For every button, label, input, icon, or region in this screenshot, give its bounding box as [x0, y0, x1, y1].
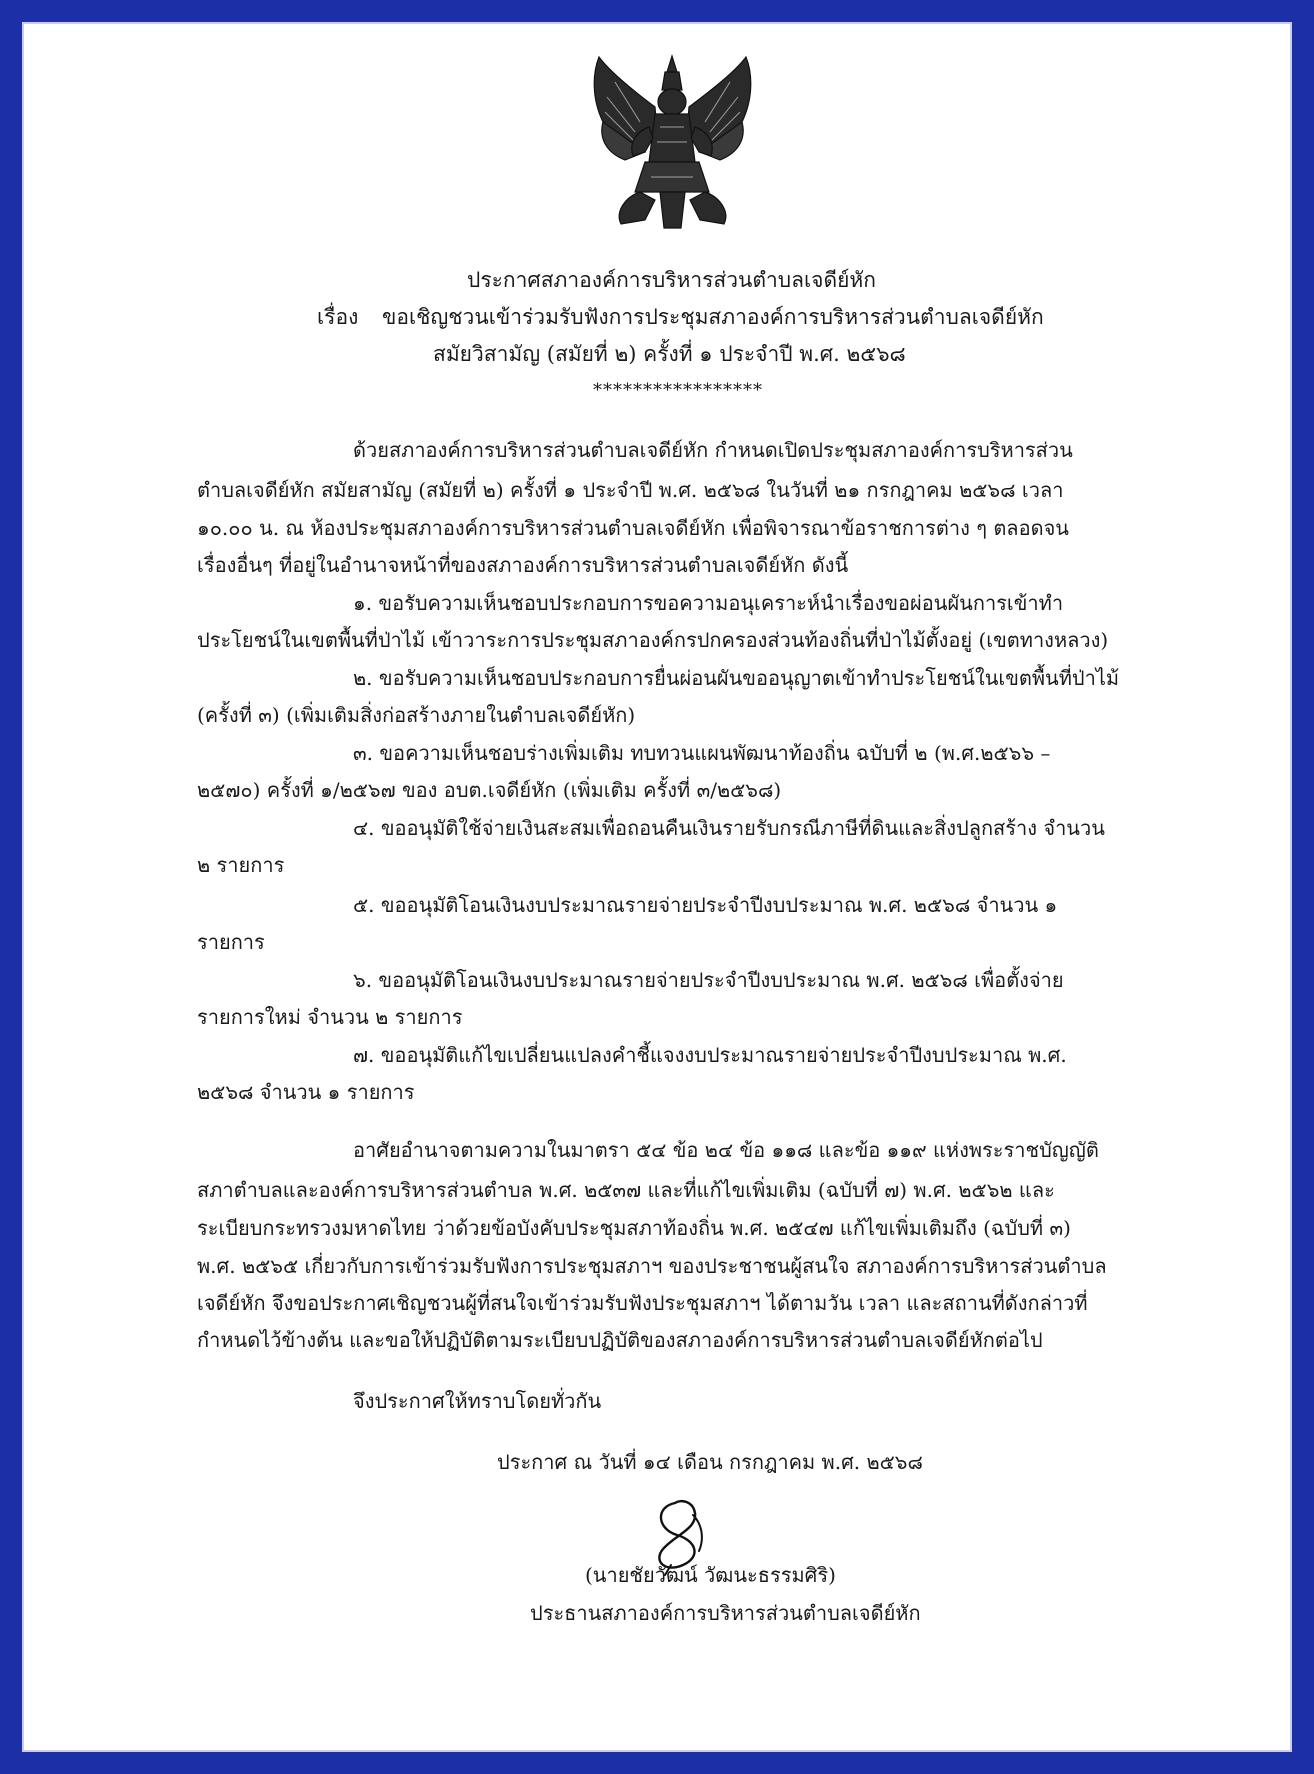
garuda-emblem-icon: [585, 52, 760, 230]
authority-line: ระเบียบกระทรวงมหาดไทย ว่าด้วยข้อบังคับประชุมสภาท้องถิ่น พ.ศ. ๒๕๔๗ แก้ไขเพิ่มเติมถึง (ฉบับที่ ๓): [197, 1216, 1071, 1240]
signer-title: ประธานสภาองค์การบริหารส่วนตำบลเจดีย์หัก: [530, 1601, 921, 1625]
agenda-item-7: ๗. ขออนุมัติแก้ไขเปลี่ยนแปลงคำชี้แจงงบประมาณรายจ่ายประจำปีงบประมาณ พ.ศ.: [353, 1043, 1067, 1067]
closing-text: จึงประกาศให้ทราบโดยทั่วกัน: [353, 1389, 602, 1413]
intro-line: เรื่องอื่นๆ ที่อยู่ในอำนาจหน้าที่ของสภาองค์การบริหารส่วนตำบลเจดีย์หัก ดังนี้: [197, 553, 849, 577]
intro-line: ๑๐.๐๐ น. ณ ห้องประชุมสภาองค์การบริหารส่วนตำบลเจดีย์หัก เพื่อพิจารณาข้อราชการต่าง ๆ ตลอดจน: [197, 516, 1069, 540]
agenda-item-7-cont: ๒๕๖๘ จำนวน ๑ รายการ: [197, 1080, 415, 1104]
intro-line: ตำบลเจดีย์หัก สมัยสามัญ (สมัยที่ ๒) ครั้งที่ ๑ ประจำปี พ.ศ. ๒๕๖๘ ในวันที่ ๒๑ กรกฎาคม ๒๕๖๘ เวลา: [197, 478, 1064, 502]
divider-stars: *****************: [593, 380, 763, 401]
agenda-item-5: ๕. ขออนุมัติโอนเงินงบประมาณรายจ่ายประจำปีงบประมาณ พ.ศ. ๒๕๖๘ จำนวน ๑: [353, 893, 1058, 917]
subject-label: เรื่อง: [317, 305, 359, 329]
authority-line: พ.ศ. ๒๕๖๕ เกี่ยวกับการเข้าร่วมรับฟังการประชุมสภาฯ ของประชาชนผู้สนใจ สภาองค์การบริหารส่วนตำบล: [197, 1254, 1107, 1278]
agenda-item-2: ๒. ขอรับความเห็นชอบประกอบการยื่นผ่อนผันขออนุญาตเข้าทำประโยชน์ในเขตพื้นที่ป่าไม้: [353, 666, 1120, 690]
document-title: ประกาศสภาองค์การบริหารส่วนตำบลเจดีย์หัก: [467, 268, 876, 292]
agenda-item-4-cont: ๒ รายการ: [197, 853, 285, 877]
session-text: สมัยวิสามัญ (สมัยที่ ๒) ครั้งที่ ๑ ประจำปี พ.ศ. ๒๕๖๘: [433, 342, 906, 366]
authority-line: กำหนดไว้ข้างต้น และขอให้ปฏิบัติตามระเบียบปฏิบัติของสภาองค์การบริหารส่วนตำบลเจดีย์หักต่อไป: [197, 1328, 1043, 1352]
agenda-item-3: ๓. ขอความเห็นชอบร่างเพิ่มเติม ทบทวนแผนพัฒนาท้องถิ่น ฉบับที่ ๒ (พ.ศ.๒๕๖๖ –: [353, 741, 1051, 765]
signer-name: (นายชัยวัฒน์ วัฒนะธรรมศิริ): [585, 1563, 836, 1587]
agenda-item-6-cont: รายการใหม่ จำนวน ๒ รายการ: [197, 1005, 463, 1029]
agenda-item-2-cont: (ครั้งที่ ๓) (เพิ่มเติมสิ่งก่อสร้างภายในตำบลเจดีย์หัก): [197, 703, 636, 727]
agenda-item-1: ๑. ขอรับความเห็นชอบประกอบการขอความอนุเคราะห์นำเรื่องขอผ่อนผันการเข้าทำ: [353, 591, 1064, 615]
agenda-item-6: ๖. ขออนุมัติโอนเงินงบประมาณรายจ่ายประจำปีงบประมาณ พ.ศ. ๒๕๖๘ เพื่อตั้งจ่าย: [353, 968, 1064, 992]
authority-line: เจดีย์หัก จึงขอประกาศเชิญชวนผู้ที่สนใจเข้าร่วมรับฟังประชุมสภาฯ ได้ตามวัน เวลา และสถานที่ดังกล่าวที่: [197, 1291, 1088, 1315]
authority-line: สภาตำบลและองค์การบริหารส่วนตำบล พ.ศ. ๒๕๓๗ และที่แก้ไขเพิ่มเติม (ฉบับที่ ๗) พ.ศ. ๒๕๖๒ และ: [197, 1178, 1055, 1202]
agenda-item-3-cont: ๒๕๗๐) ครั้งที่ ๑/๒๕๖๗ ของ อบต.เจดีย์หัก (เพิ่มเติม ครั้งที่ ๓/๒๕๖๘): [197, 778, 782, 802]
subject-text: ขอเชิญชวนเข้าร่วมรับฟังการประชุมสภาองค์การบริหารส่วนตำบลเจดีย์หัก: [382, 305, 1044, 329]
authority-line: อาศัยอำนาจตามความในมาตรา ๕๔ ข้อ ๒๔ ข้อ ๑๑๘ และข้อ ๑๑๙ แห่งพระราชบัญญัติ: [353, 1138, 1099, 1162]
agenda-item-1-cont: ประโยชน์ในเขตพื้นที่ป่าไม้ เข้าวาระการประชุมสภาองค์กรปกครองส่วนท้องถิ่นที่ป่าไม้ตั้งอยู่ (เขตทางหลวง): [197, 628, 1109, 652]
intro-line: ด้วยสภาองค์การบริหารส่วนตำบลเจดีย์หัก กำหนดเปิดประชุมสภาองค์การบริหารส่วน: [353, 438, 1073, 462]
agenda-item-4: ๔. ขออนุมัติใช้จ่ายเงินสะสมเพื่อถอนคืนเงินรายรับกรณีภาษีที่ดินและสิ่งปลูกสร้าง จำนวน: [353, 816, 1105, 840]
agenda-item-5-cont: รายการ: [197, 930, 265, 954]
announcement-date: ประกาศ ณ วันที่ ๑๔ เดือน กรกฎาคม พ.ศ. ๒๕๖๘: [497, 1450, 923, 1474]
